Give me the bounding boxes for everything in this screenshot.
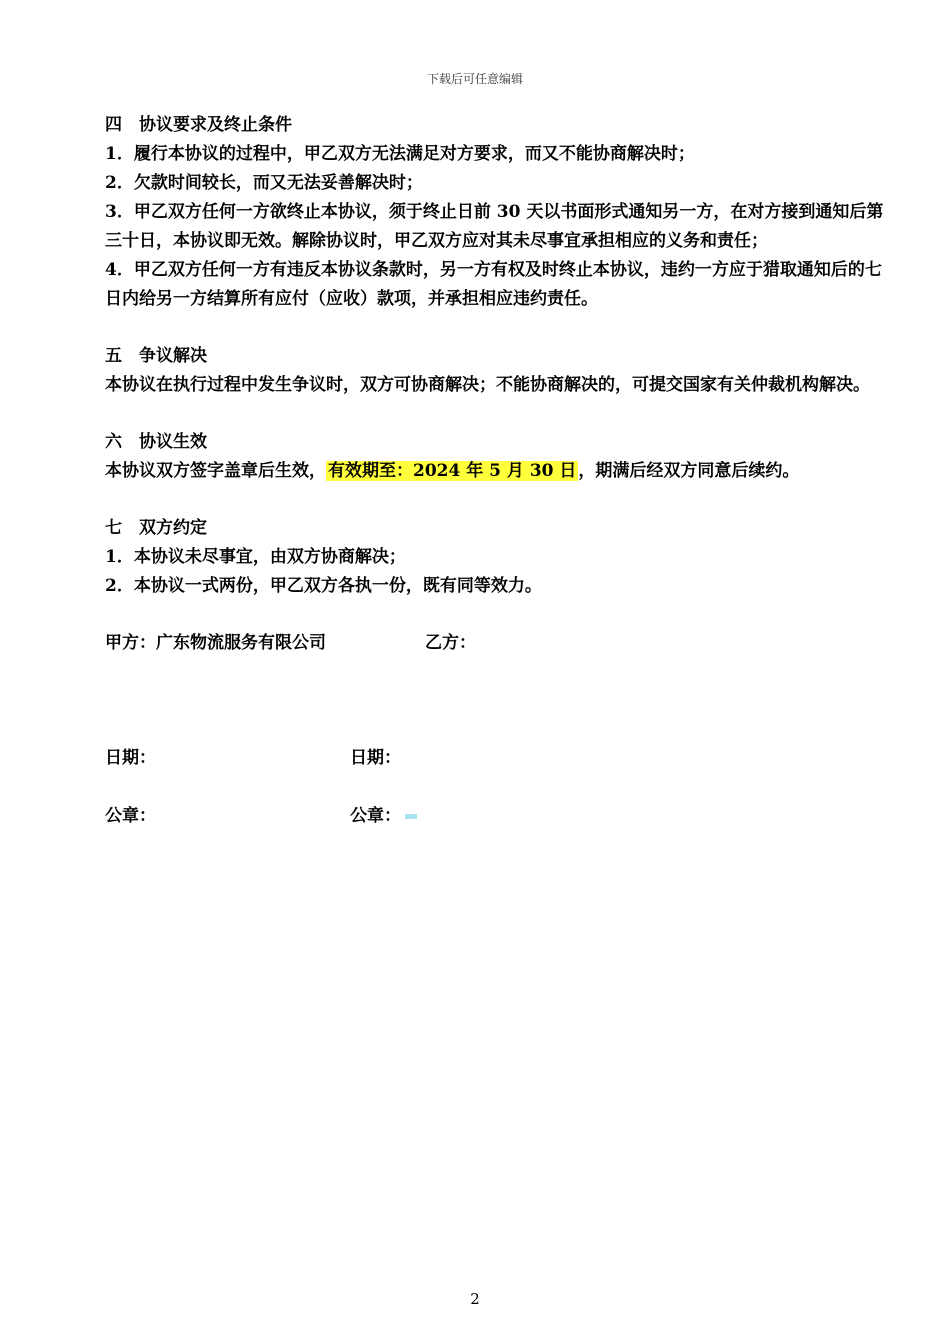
page-number: 2 [470, 1290, 480, 1308]
section-7-item-1: 1．本协议未尽事宜，由双方协商解决； [105, 547, 406, 567]
date-row [105, 744, 895, 773]
section-7-item-2: 2．本协议一式两份，甲乙双方各执一份，既有同等效力。 [105, 576, 542, 596]
spacer [105, 486, 895, 514]
seal-row [105, 802, 895, 831]
section-7-title: 七 双方约定 [105, 518, 207, 538]
section-6-body-after: ，期满后经双方同意后续约。 [578, 461, 800, 481]
seal-b-label: 公章： [350, 806, 401, 826]
date-b-label: 日期： [350, 748, 401, 768]
spacer [105, 601, 895, 629]
document-body [105, 111, 895, 831]
section-4-title: 四 协议要求及终止条件 [105, 115, 292, 135]
party-row [105, 629, 895, 658]
section-4-item-2: 2．欠款时间较长，而又无法妥善解决时； [105, 173, 423, 193]
spacer [105, 773, 895, 802]
seal-a-label: 公章： [105, 806, 156, 826]
party-a-label: 甲方：广东物流服务有限公司 [105, 633, 326, 653]
party-b-label: 乙方： [425, 633, 476, 653]
seal-mark-icon [405, 814, 417, 819]
page-header: 下载后可任意编辑 [426, 72, 523, 86]
section-6-body [105, 457, 895, 486]
validity-highlight: 有效期至：2024 年 5 月 30 日 [328, 461, 577, 481]
spacer [105, 314, 895, 342]
spacer [105, 400, 895, 428]
spacer [105, 658, 895, 744]
section-5-title: 五 争议解决 [105, 346, 207, 366]
section-6-title: 六 协议生效 [105, 432, 207, 452]
section-4-item-1: 1．履行本协议的过程中，甲乙双方无法满足对方要求，而又不能协商解决时； [105, 144, 695, 164]
section-4-item-3: 3．甲乙双方任何一方欲终止本协议，须于终止日前 30 天以书面形式通知另一方，在对方接到通知后第三十日，本协议即无效。解除协议时，甲乙双方应对其未尽事宜承担相应的义务和责任； [105, 202, 884, 251]
seal-b-group [350, 802, 417, 831]
section-6-body-before: 本协议双方签字盖章后生效， [105, 461, 326, 481]
date-a-label: 日期： [105, 748, 156, 768]
section-4-item-4: 4．甲乙双方任何一方有违反本协议条款时，另一方有权及时终止本协议，违约一方应于猎取通知后的七日内给另一方结算所有应付（应收）款项，并承担相应违约责任。 [105, 260, 882, 309]
section-5-body: 本协议在执行过程中发生争议时，双方可协商解决；不能协商解决的，可提交国家有关仲裁机构解决。 [105, 375, 870, 395]
